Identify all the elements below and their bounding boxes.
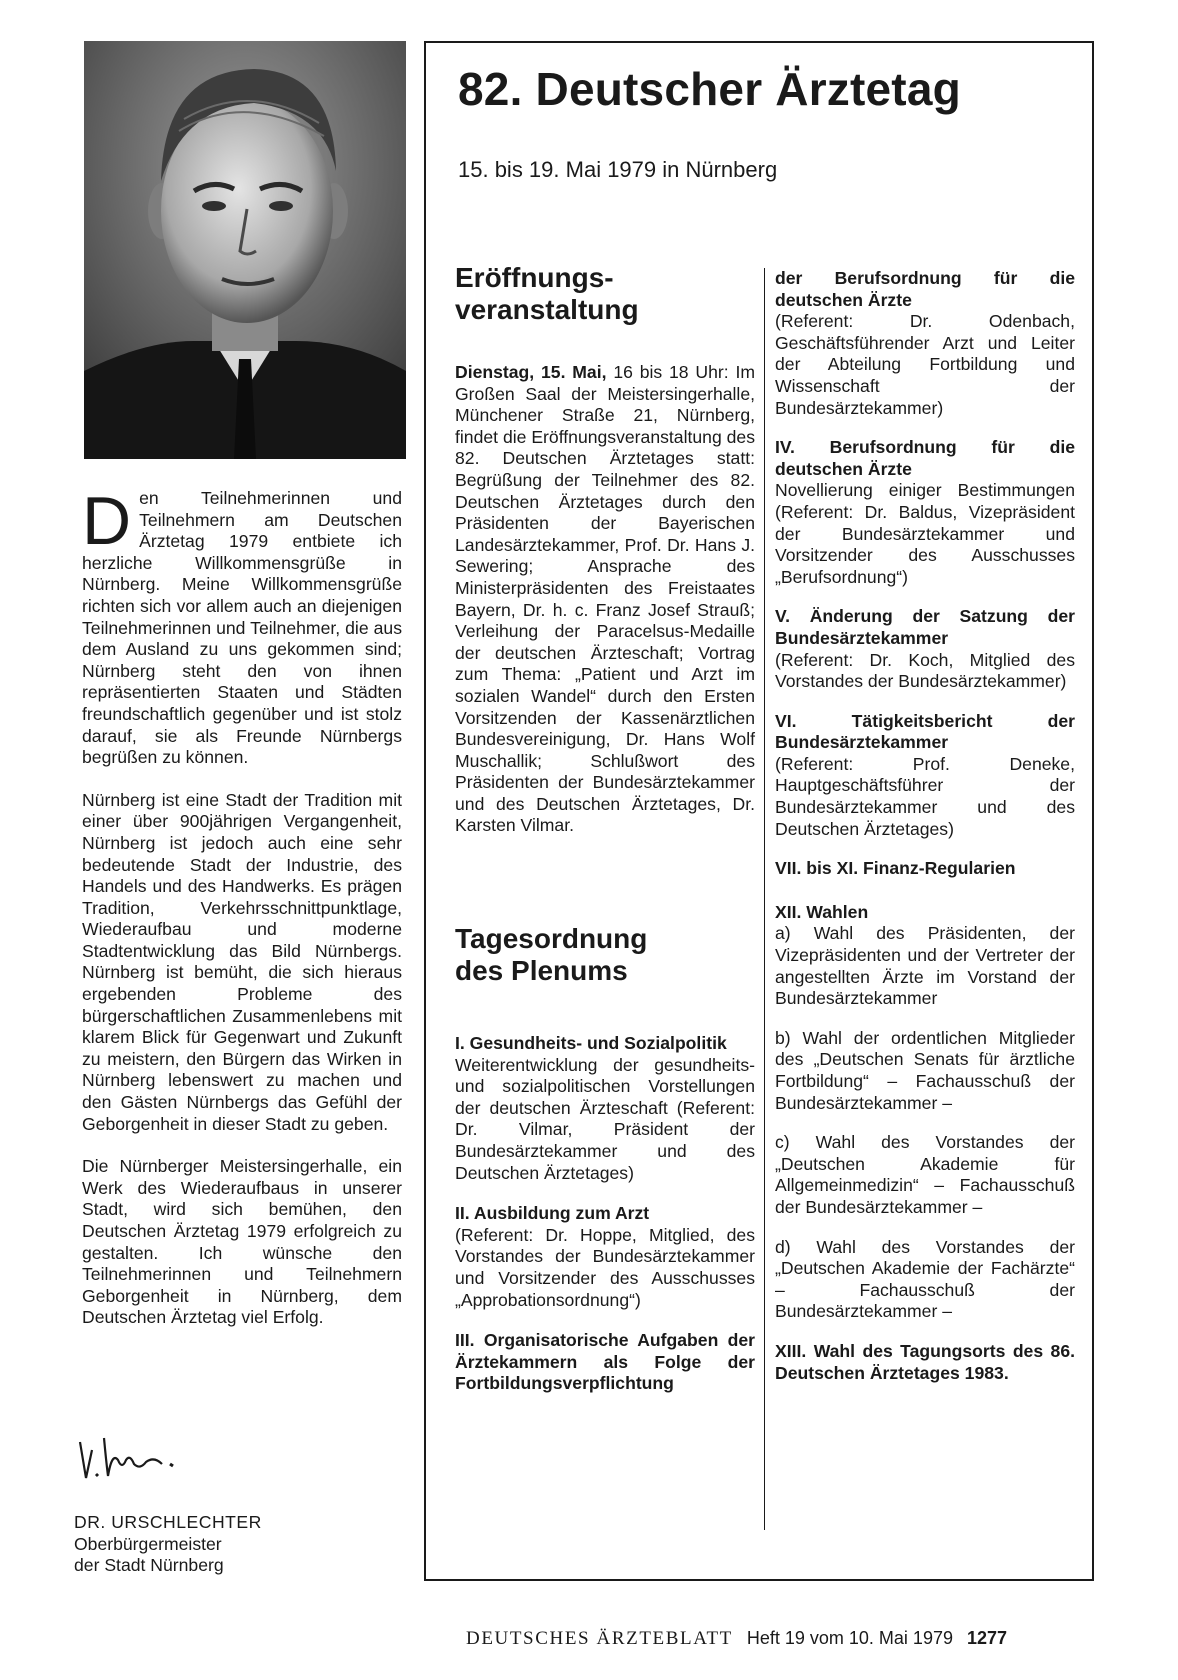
page-number: 1277 [966,1628,1008,1648]
agenda-item-3-title-cont: der Berufsordnung für die deutschen Ärzte [775,268,1075,310]
letter-paragraph-3: Die Nürnberger Meistersingerhalle, ein Werk des Wiederaufbaus in unserer Stadt, wird sich bemühen, den Deutschen Ärztetag 1979 erfolgreich zu gestalten. Ich wünsche den Teilnehmerinnen und Teilnehmern Geborgenheit in Nürnberg, dem Deutschen Ärztetag viel Erfolg. [82,1156,402,1328]
agenda-item-13 [775,1341,1075,1384]
article-column-right [775,268,1075,1384]
journal-name: DEUTSCHES ÄRZTEBLATT [466,1628,733,1649]
agenda-item-12-c: c) Wahl des Vorstandes der „Deutschen Akademie für Allgemeinmedizin“ – Fachausschuß der Bundesärztekammer – [775,1132,1075,1217]
agenda-heading: Tagesordnung des Plenums [455,923,648,987]
agenda-item-1-title: I. Gesundheits- und Sozialpolitik [455,1033,727,1054]
letter-paragraph-1 [82,483,402,769]
agenda-item-12-title: XII. Wahlen [775,901,869,922]
opening-text: 16 bis 18 Uhr: Im Großen Saal der Meistersingerhalle, Münchener Straße 21, Nürnberg, findet die Eröffnungsveranstaltung des 82. Deutschen Ärztetages statt: Begrüßung der Teilnehmer des 82. Deutschen Ärztetages durch den Präsidenten der Bayerischen Landesärztekammer, Prof. Dr. Hans J. Sewering; Ansprache des Ministerpräsidenten des Freistaates Bayern, Dr. h. c. Franz Josef Strauß; Verleihung der Paracelsus-Medaille der deutschen Ärzteschaft; Vortrag zum Thema: „Patient und Arzt im sozialen Wandel“ durch den Ersten Vorsitzenden der Kassenärztlichen Bundesvereinigung, Dr. Hans Wolf Muschallik; Schlußwort des Präsidenten der Bundesärztekammer und des Deutschen Ärztetages, Dr. Karsten Vilmar. [455,362,755,836]
agenda-item-4-title: IV. Berufsordnung für die deutschen Ärzte [775,437,1075,479]
agenda-item-6-text: (Referent: Prof. Deneke, Hauptgeschäftsführer der Bundesärztekammer und des Deutschen Ärztetages) [775,753,1075,839]
article-column-left [455,262,755,1395]
page-title: 82. Deutscher Ärztetag [458,63,961,115]
opening-paragraph [455,362,755,837]
agenda-item-4 [775,437,1075,588]
signatory-name: DR. URSCHLECHTER [74,1512,262,1532]
agenda-item-13-title: XIII. Wahl des Tagungsorts des 86. Deutschen Ärztetages 1983. [775,1340,1075,1383]
agenda-item-2 [455,1203,755,1311]
signature-block [74,1512,262,1577]
portrait-photo [84,41,406,459]
agenda-item-7-title: VII. bis XI. Finanz-Regularien [775,858,1016,879]
agenda-item-3-start [455,1330,755,1395]
agenda-item-12-a: a) Wahl des Präsidenten, der Vizepräsidenten und der Vertreter der angestellten Ärzte im Vorstand der Bundesärztekammer [775,923,1075,1009]
column-divider [764,268,765,1530]
agenda-item-5 [775,606,1075,692]
page-subtitle: 15. bis 19. Mai 1979 in Nürnberg [458,157,778,182]
page-footer [466,1628,1007,1650]
agenda-item-2-title: II. Ausbildung zum Arzt [455,1203,650,1224]
agenda-item-3-title: III. Organisatorische Aufgaben der Ärztekammern als Folge der Fortbildungsverpflichtung [455,1330,755,1394]
agenda-item-1-text: Weiterentwicklung der gesundheits- und sozialpolitischen Vorstellungen der deutschen Ärzteschaft (Referent: Dr. Vilmar, Präsident der Bundesärztekammer und des Deutschen Ärztetages) [455,1054,755,1183]
agenda-item-5-title: V. Änderung der Satzung der Bundesärztekammer [775,606,1075,648]
agenda-item-12-b: b) Wahl der ordentlichen Mitglieder des „Deutschen Senats für ärztliche Fortbildung“ – Fachausschuß der Bundesärztekammer – [775,1027,1075,1113]
opening-lead: Dienstag, 15. Mai, [455,362,607,382]
agenda-item-12 [775,902,1075,1323]
agenda-item-3-text: (Referent: Dr. Odenbach, Geschäftsführender Arzt und Leiter der Abteilung Fortbildung und Wissenschaft der Bundesärztekammer) [775,311,1075,418]
welcome-letter [82,483,402,1350]
agenda-item-1 [455,1033,755,1184]
handwritten-signature [74,1430,194,1490]
agenda-item-2-text: (Referent: Dr. Hoppe, Mitglied, des Vorstandes der Bundesärztekammer und Vorsitzender des Ausschusses „Approbationsordnung“) [455,1224,755,1310]
agenda-item-7 [775,858,1075,880]
issue-info: Heft 19 vom 10. Mai 1979 [746,1628,953,1648]
agenda-item-12-d: d) Wahl des Vorstandes der „Deutschen Akademie der Fachärzte“ – Fachausschuß der Bundesärztekammer – [775,1236,1075,1322]
agenda-item-5-text: (Referent: Dr. Koch, Mitglied des Vorstandes der Bundesärztekammer) [775,649,1075,692]
signatory-city: der Stadt Nürnberg [74,1555,224,1576]
agenda-item-3-cont [775,268,1075,419]
agenda-item-4-text: Novellierung einiger Bestimmungen (Referent: Dr. Baldus, Vizepräsident der Bundesärztekammer und Vorsitzender des Ausschusses „Berufsordnung“) [775,480,1075,587]
agenda-item-6 [775,711,1075,841]
signatory-role: Oberbürgermeister [74,1533,222,1554]
letter-paragraph-1-text: en Teilnehmerinnen und Teilnehmern am Deutschen Ärztetag 1979 entbiete ich herzliche Willkommensgrüße in Nürnberg. Meine Willkommensgrüße richten sich vor allem auch an diejenigen Teilnehmerinnen und Teilnehmer, die aus dem Ausland zu uns gekommen sind; Nürnberg steht den von ihnen repräsentierten Staaten und Städten freundschaftlich gegenüber und ist stolz darauf, sie als Freunde Nürnbergs begrüßen zu können. [82,488,402,768]
agenda-item-6-title: VI. Tätigkeitsbericht der Bundesärztekammer [775,710,1075,753]
drop-cap: D [82,483,132,559]
letter-paragraph-2: Nürnberg ist eine Stadt der Tradition mit einer über 900jährigen Vergangenheit, Nürnberg ist jedoch auch eine sehr bedeutende Stadt der Industrie, des Handels und des Handwerks. Es prägen Tradition, Verkehrsschnittpunktlage, Wiederaufbau und moderne Stadtentwicklung das Bild Nürnbergs. Nürnberg ist bemüht, die sich hieraus ergebenden Probleme des bürgerschaftlichen Zusammenlebens mit klarem Blick für Gegenwart und Zukunft zu meistern, den Bürgern das Wirken in Nürnberg lebenswert zu machen und den Gästen Nürnbergs das Gefühl der Geborgenheit in dieser Stadt zu geben. [82,789,402,1134]
opening-heading: Eröffnungs-veranstaltung [455,262,639,325]
